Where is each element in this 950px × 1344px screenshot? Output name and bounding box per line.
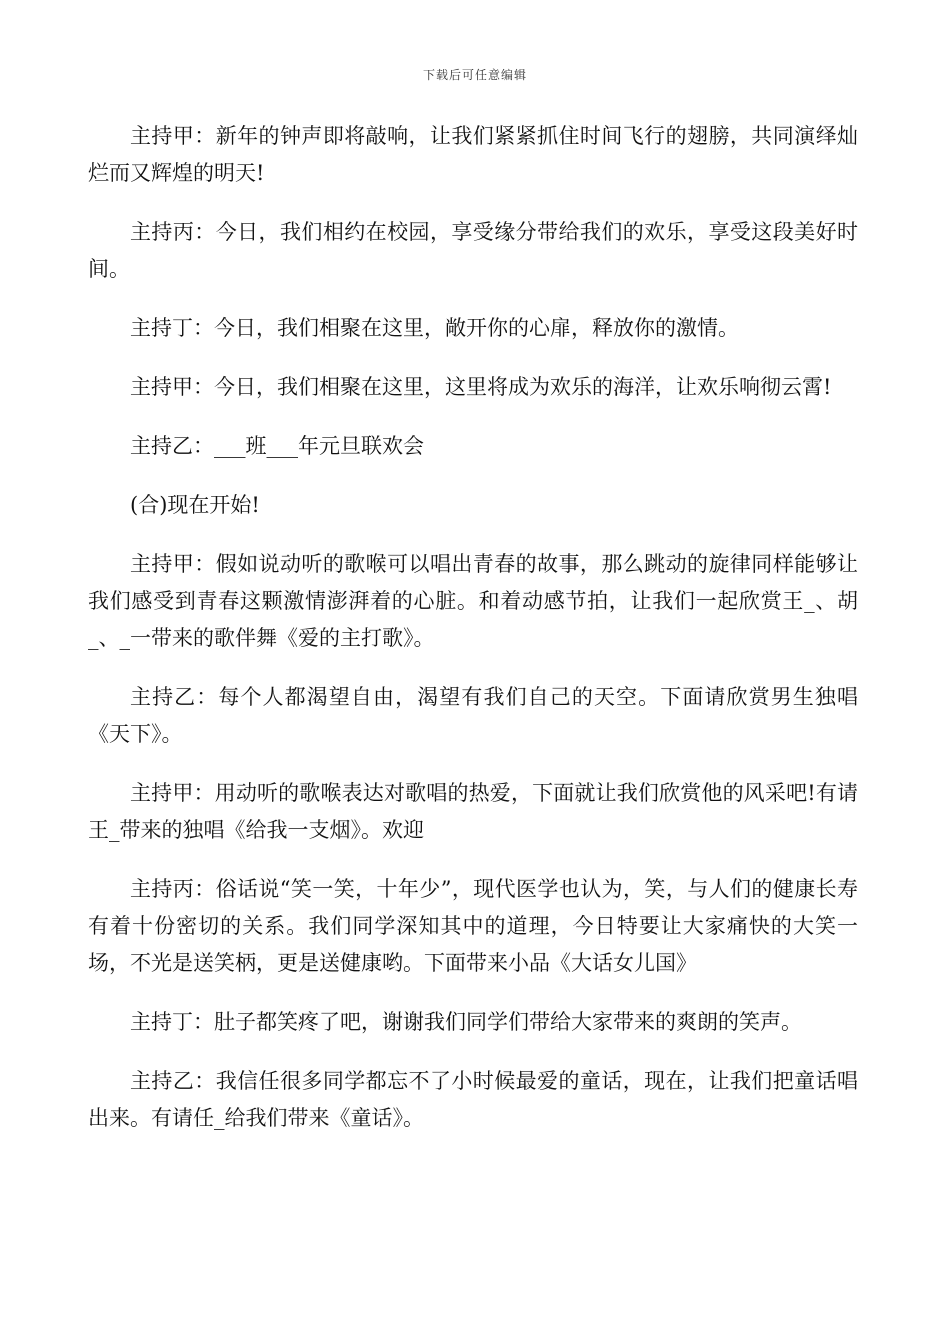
- paragraph: 主持丙：俗话说“笑一笑，十年少”，现代医学也认为，笑，与人们的健康长寿有着十份密切的关系。我们同学深知其中的道理，今日特要让大家痛快的大笑一场，不光是送笑柄，更是送健康哟。下面带来小品《大话女儿国》: [88, 877, 858, 975]
- paragraph: 主持丁：今日，我们相聚在这里，敞开你的心扉，释放你的激情。: [130, 316, 739, 340]
- document-body: [88, 118, 858, 1159]
- paragraph: 主持丙：今日，我们相约在校园，享受缘分带给我们的欢乐，享受这段美好时间。: [88, 220, 858, 281]
- paragraph: (合)现在开始!: [130, 493, 260, 517]
- paragraph: 主持甲：用动听的歌喉表达对歌唱的热爱，下面就让我们欣赏他的风采吧!有请王_带来的独唱《给我一支烟》。欢迎: [88, 781, 858, 842]
- paragraph: 主持甲：今日，我们相聚在这里，这里将成为欢乐的海洋，让欢乐响彻云霄!: [130, 375, 832, 399]
- paragraph: 主持乙：___班___年元旦联欢会: [130, 434, 424, 458]
- paragraph: 主持乙：我信任很多同学都忘不了小时候最爱的童话，现在，让我们把童话唱出来。有请任_给我们带来《童话》。: [88, 1069, 858, 1130]
- paragraph: 主持丁：肚子都笑疼了吧，谢谢我们同学们带给大家带来的爽朗的笑声。: [130, 1010, 802, 1034]
- header-note: 下载后可任意编辑: [422, 68, 527, 82]
- paragraph: 主持乙：每个人都渴望自由，渴望有我们自己的天空。下面请欣赏男生独唱《天下》。: [88, 685, 858, 746]
- paragraph: 主持甲：假如说动听的歌喉可以唱出青春的故事，那么跳动的旋律同样能够让我们感受到青春这颗激情澎湃着的心脏。和着动感节拍，让我们一起欣赏王_、胡_、_一带来的歌伴舞《爱的主打歌》。: [88, 552, 858, 650]
- paragraph: 主持甲：新年的钟声即将敲响，让我们紧紧抓住时间飞行的翅膀，共同演绎灿烂而又辉煌的明天!: [88, 124, 858, 185]
